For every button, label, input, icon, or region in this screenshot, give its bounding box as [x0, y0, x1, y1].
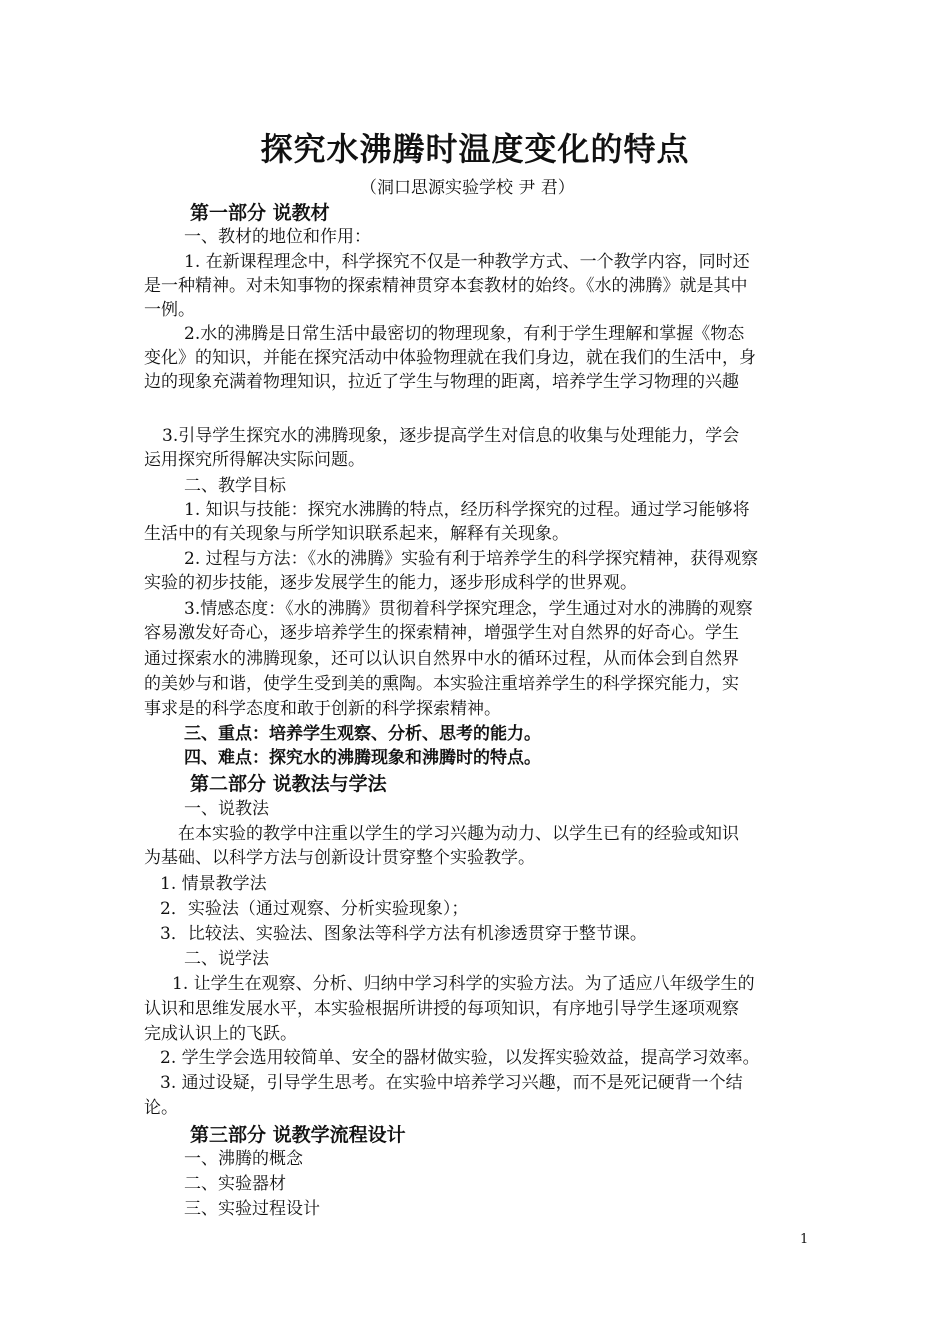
paragraph-line: 是一种精神。对未知事物的探索精神贯穿本套教材的始终。《水的沸腾》就是其中	[144, 276, 748, 296]
paragraph-line: 3. 通过设疑，引导学生思考。在实验中培养学习兴趣，而不是死记硬背一个结	[160, 1073, 743, 1093]
paragraph-line: 认识和思维发展水平，本实验根据所讲授的每项知识，有序地引导学生逐项观察	[144, 999, 739, 1019]
paragraph-line: 实验的初步技能，逐步发展学生的能力，逐步形成科学的世界观。	[144, 573, 637, 593]
paragraph-line: 运用探究所得解决实际问题。	[144, 450, 365, 470]
paragraph-line: 2. 学生学会选用较简单、安全的器材做实验，以发挥实验效益，提高学习效率。	[160, 1048, 760, 1068]
paragraph-line: 通过探索水的沸腾现象，还可以认识自然界中水的循环过程，从而体会到自然界	[144, 649, 739, 669]
paragraph-line: 2. 过程与方法：《水的沸腾》实验有利于培养学生的科学探究精神，获得观察	[184, 549, 759, 569]
list-item: 二、实验器材	[184, 1174, 286, 1194]
part2-heading: 第二部分 说教法与学法	[190, 773, 387, 795]
paragraph-line: 容易激发好奇心，逐步培养学生的探索精神，增强学生对自然界的好奇心。学生	[144, 623, 739, 643]
paragraph-line: 1. 让学生在观察、分析、归纳中学习科学的实验方法。为了适应八年级学生的	[172, 974, 755, 994]
paragraph-line: 生活中的有关现象与所学知识联系起来，解释有关现象。	[144, 524, 569, 544]
list-item: 一、沸腾的概念	[184, 1149, 303, 1169]
paragraph-line: 变化》的知识，并能在探究活动中体验物理就在我们身边，就在我们的生活中，身	[144, 348, 756, 368]
method-item: 3．比较法、实验法、图象法等科学方法有机渗透贯穿于整节课。	[160, 924, 647, 944]
paragraph-line: 一例。	[144, 300, 195, 320]
method-item: 2．实验法（通过观察、分析实验现象）；	[160, 899, 469, 919]
page-number: 1	[800, 1232, 809, 1247]
section-title: 二、说学法	[184, 949, 269, 969]
method-item: 1. 情景教学法	[160, 874, 267, 894]
difficulty-point: 四、难点：探究水的沸腾现象和沸腾时的特点。	[184, 748, 541, 768]
paragraph-line: 边的现象充满着物理知识，拉近了学生与物理的距离，培养学生学习物理的兴趣	[144, 372, 739, 392]
paragraph-line: 2.水的沸腾是日常生活中最密切的物理现象，有利于学生理解和掌握《物态	[184, 324, 745, 344]
list-item: 三、实验过程设计	[184, 1199, 320, 1219]
paragraph-line: 在本实验的教学中注重以学生的学习兴趣为动力、以学生已有的经验或知识	[178, 824, 739, 844]
part1-heading: 第一部分 说教材	[190, 202, 330, 224]
author-line: （洞口思源实验学校 尹 君）	[360, 178, 575, 198]
paragraph-line: 3.引导学生探究水的沸腾现象，逐步提高学生对信息的收集与处理能力，学会	[162, 426, 740, 446]
paragraph-line: 完成认识上的飞跃。	[144, 1024, 297, 1044]
key-point: 三、重点：培养学生观察、分析、思考的能力。	[184, 724, 541, 744]
section-title: 二、教学目标	[184, 476, 286, 496]
paragraph-line: 的美妙与和谐，使学生受到美的熏陶。本实验注重培养学生的科学探究能力，实	[144, 674, 739, 694]
paragraph-line: 为基础、以科学方法与创新设计贯穿整个实验教学。	[144, 848, 535, 868]
document-title: 探究水沸腾时温度变化的特点	[260, 130, 690, 168]
section-title: 一、说教法	[184, 799, 269, 819]
paragraph-line: 1. 在新课程理念中，科学探究不仅是一种教学方式、一个教学内容，同时还	[184, 252, 750, 272]
part3-heading: 第三部分 说教学流程设计	[190, 1124, 406, 1146]
paragraph-line: 3.情感态度：《水的沸腾》贯彻着科学探究理念，学生通过对水的沸腾的观察	[184, 599, 753, 619]
paragraph-line: 事求是的科学态度和敢于创新的科学探索精神。	[144, 699, 501, 719]
paragraph-line: 论。	[144, 1098, 178, 1118]
paragraph-line: 1. 知识与技能：探究水沸腾的特点，经历科学探究的过程。通过学习能够将	[184, 500, 750, 520]
section-title: 一、教材的地位和作用：	[184, 227, 371, 247]
